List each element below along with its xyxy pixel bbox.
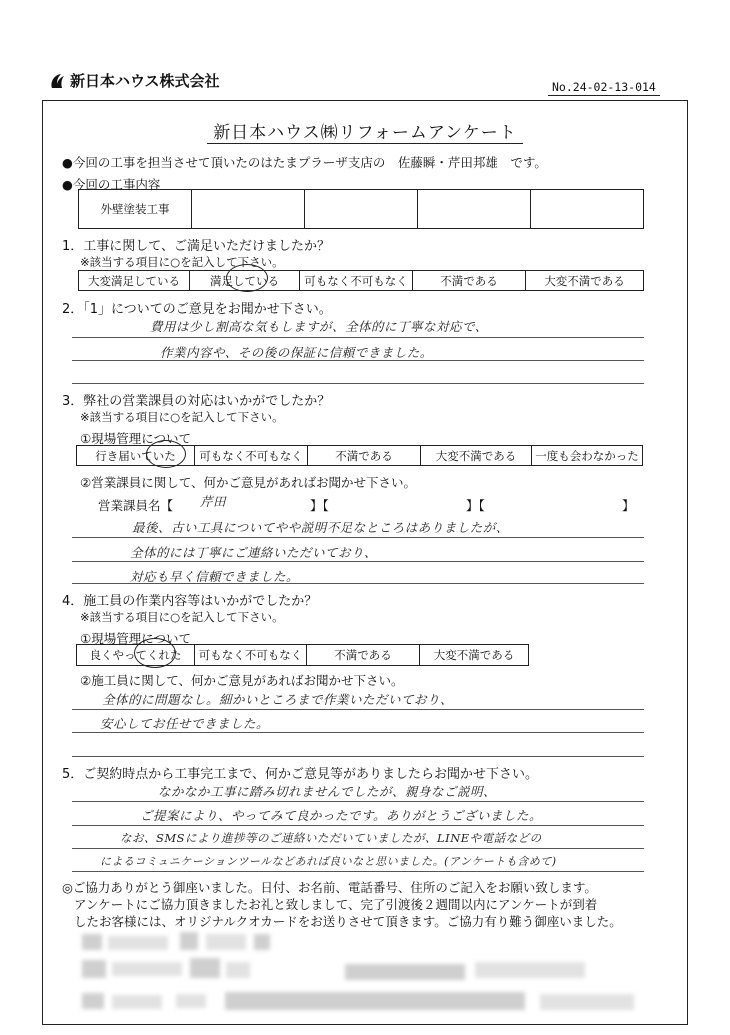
work-cell <box>305 190 418 228</box>
company-name: 新日本ハウス株式会社 <box>70 72 220 90</box>
redacted-info <box>82 993 104 1009</box>
q1-option[interactable]: 不満である <box>413 271 526 290</box>
redacted-info <box>540 994 634 1010</box>
q5-heading: 5．ご契約時点から工事完工まで、何かご意見等がありましたらお聞かせ下さい。 <box>62 767 539 782</box>
staff-line: ●今回の工事を担当させて頂いたのはたまプラーザ支店の 佐藤瞬・芹田邦雄 です。 <box>62 155 547 170</box>
redacted-info <box>180 932 198 950</box>
redacted-info <box>345 964 465 980</box>
answer-rule <box>72 825 644 826</box>
work-label: ●今回の工事内容 <box>62 177 161 192</box>
q5-answer-line: なかなか工事に踏み切れませんでしたが、親身なご説明、 <box>158 784 497 799</box>
q3-heading: 3．弊社の営業課員の対応はいかがでしたか？ <box>62 394 331 409</box>
q3-answer-line: 全体的には丁寧にご連絡いただいており、 <box>130 545 378 560</box>
footer-line: したお客様には、オリジナルクオカードをお送りさせて頂きます。ご協力有り難う御座いました。 <box>74 914 622 929</box>
answer-rule <box>72 871 644 872</box>
q3-option[interactable]: 不満である <box>308 446 421 465</box>
q4-option-selected[interactable]: 良くやってくれた <box>77 645 195 665</box>
work-cell <box>531 190 643 228</box>
redacted-info <box>254 934 270 950</box>
q4-option[interactable]: 不満である <box>307 645 420 665</box>
answer-rule <box>72 756 644 757</box>
q3-selection-circle <box>146 440 186 468</box>
q5-answer-line: ご提案により、やってみて良かったです。ありがとうございました。 <box>140 808 543 823</box>
answer-rule <box>72 337 644 338</box>
q1-option-selected[interactable]: 満足している <box>190 271 300 290</box>
staff-bracket: 】【 <box>310 498 329 513</box>
redacted-info <box>82 960 106 978</box>
work-table <box>78 189 644 229</box>
q4-answer-line: 安心してお任せできました。 <box>100 716 270 731</box>
q1-option[interactable]: 大変満足している <box>79 271 190 290</box>
q2-heading: 2．「1」についてのご意見をお聞かせ下さい。 <box>62 302 332 317</box>
answer-rule <box>72 848 644 849</box>
q3-option[interactable]: 可もなく不可もなく <box>195 446 308 465</box>
q3-option-selected[interactable]: 行き届いていた <box>77 446 195 465</box>
answer-rule <box>72 561 644 562</box>
q5-answer-line: によるコミュニケーションツールなどあれば良いなと思いました。(アンケートも含めて) <box>100 855 557 868</box>
q4-sub1: ①現場管理について <box>80 631 191 646</box>
company-logo-icon <box>48 72 66 90</box>
q1-selection-circle <box>226 264 268 292</box>
answer-rule <box>72 801 644 802</box>
q3-sub1: ①現場管理について <box>80 431 191 446</box>
document-number: No.24-02-13-014 <box>548 80 660 96</box>
q1-option[interactable]: 可もなく不可もなく <box>300 271 413 290</box>
q3-answer-line: 対応も早く信頼できました。 <box>130 569 300 584</box>
work-cell: 外壁塗装工事 <box>79 190 192 228</box>
redacted-info <box>226 962 250 978</box>
answer-rule <box>72 732 644 733</box>
redacted-info <box>225 992 525 1010</box>
answer-rule <box>72 383 644 384</box>
q4-option[interactable]: 可もなく不可もなく <box>195 645 307 665</box>
staff-name-label: 営業課員名【 <box>98 498 174 513</box>
redacted-info <box>475 962 585 978</box>
staff-name-value: 芹田 <box>200 494 227 509</box>
q5-answer-line: なお、SMSにより進捗等のご連絡いただいていましたが、LINEや電話などの <box>120 831 542 845</box>
redacted-info <box>108 936 168 950</box>
q1-option[interactable]: 大変不満である <box>544 273 625 288</box>
form-title: 新日本ハウス㈱リフォームアンケート <box>0 118 730 143</box>
q4-heading: 4．施工員の作業内容等はいかがでしたか？ <box>62 594 318 609</box>
q1-note: ※該当する項目に○を記入して下さい。 <box>80 255 284 269</box>
redacted-info <box>206 934 246 950</box>
answer-rule <box>72 709 644 710</box>
redacted-info <box>82 934 102 950</box>
redacted-info <box>190 958 220 978</box>
redacted-info <box>112 962 182 976</box>
staff-bracket: 】【 <box>466 498 485 513</box>
q3-option[interactable]: 一度も会わなかった <box>535 448 639 463</box>
q4-sub2: ②施工員に関して、何かご意見があればお聞かせ下さい。 <box>80 673 404 688</box>
staff-bracket: 】 <box>622 498 635 513</box>
q4-selection-circle <box>134 638 176 668</box>
redacted-info <box>176 994 206 1008</box>
company-logo <box>48 70 220 91</box>
q2-answer-line: 作業内容や、その後の保証に信頼できました。 <box>160 345 433 360</box>
q3-answer-line: 最後、古い工具についてやや説明不足なところはありましたが、 <box>132 520 509 535</box>
work-cell <box>418 190 531 228</box>
q3-sub2: ②営業課員に関して、何かご意見があればお聞かせ下さい。 <box>80 475 416 490</box>
q4-option[interactable]: 大変不満である <box>433 648 515 662</box>
q3-option[interactable]: 大変不満である <box>421 446 532 465</box>
q4-answer-line: 全体的に問題なし。細かいところまで作業いただいており、 <box>102 692 454 707</box>
q2-answer-line: 費用は少し割高な気もしますが、全体的に丁寧な対応で、 <box>150 319 488 334</box>
redacted-info <box>112 995 162 1009</box>
q4-note: ※該当する項目に○を記入して下さい。 <box>80 610 284 624</box>
footer-line: ◎ご協力ありがとう御座いました。日付、お名前、電話番号、住所のご記入をお願い致します。 <box>62 880 597 895</box>
q1-heading: 1．工事に関して、ご満足いただけましたか？ <box>62 239 331 254</box>
work-cell <box>192 190 305 228</box>
q3-note: ※該当する項目に○を記入して下さい。 <box>80 410 284 424</box>
answer-rule <box>72 537 644 538</box>
footer-line: アンケートにご協力頂きましたお礼と致しまして、完了引渡後２週間以内にアンケートが到着 <box>74 897 598 912</box>
q1-options <box>78 270 644 291</box>
answer-rule <box>72 583 644 584</box>
answer-rule <box>72 360 644 361</box>
